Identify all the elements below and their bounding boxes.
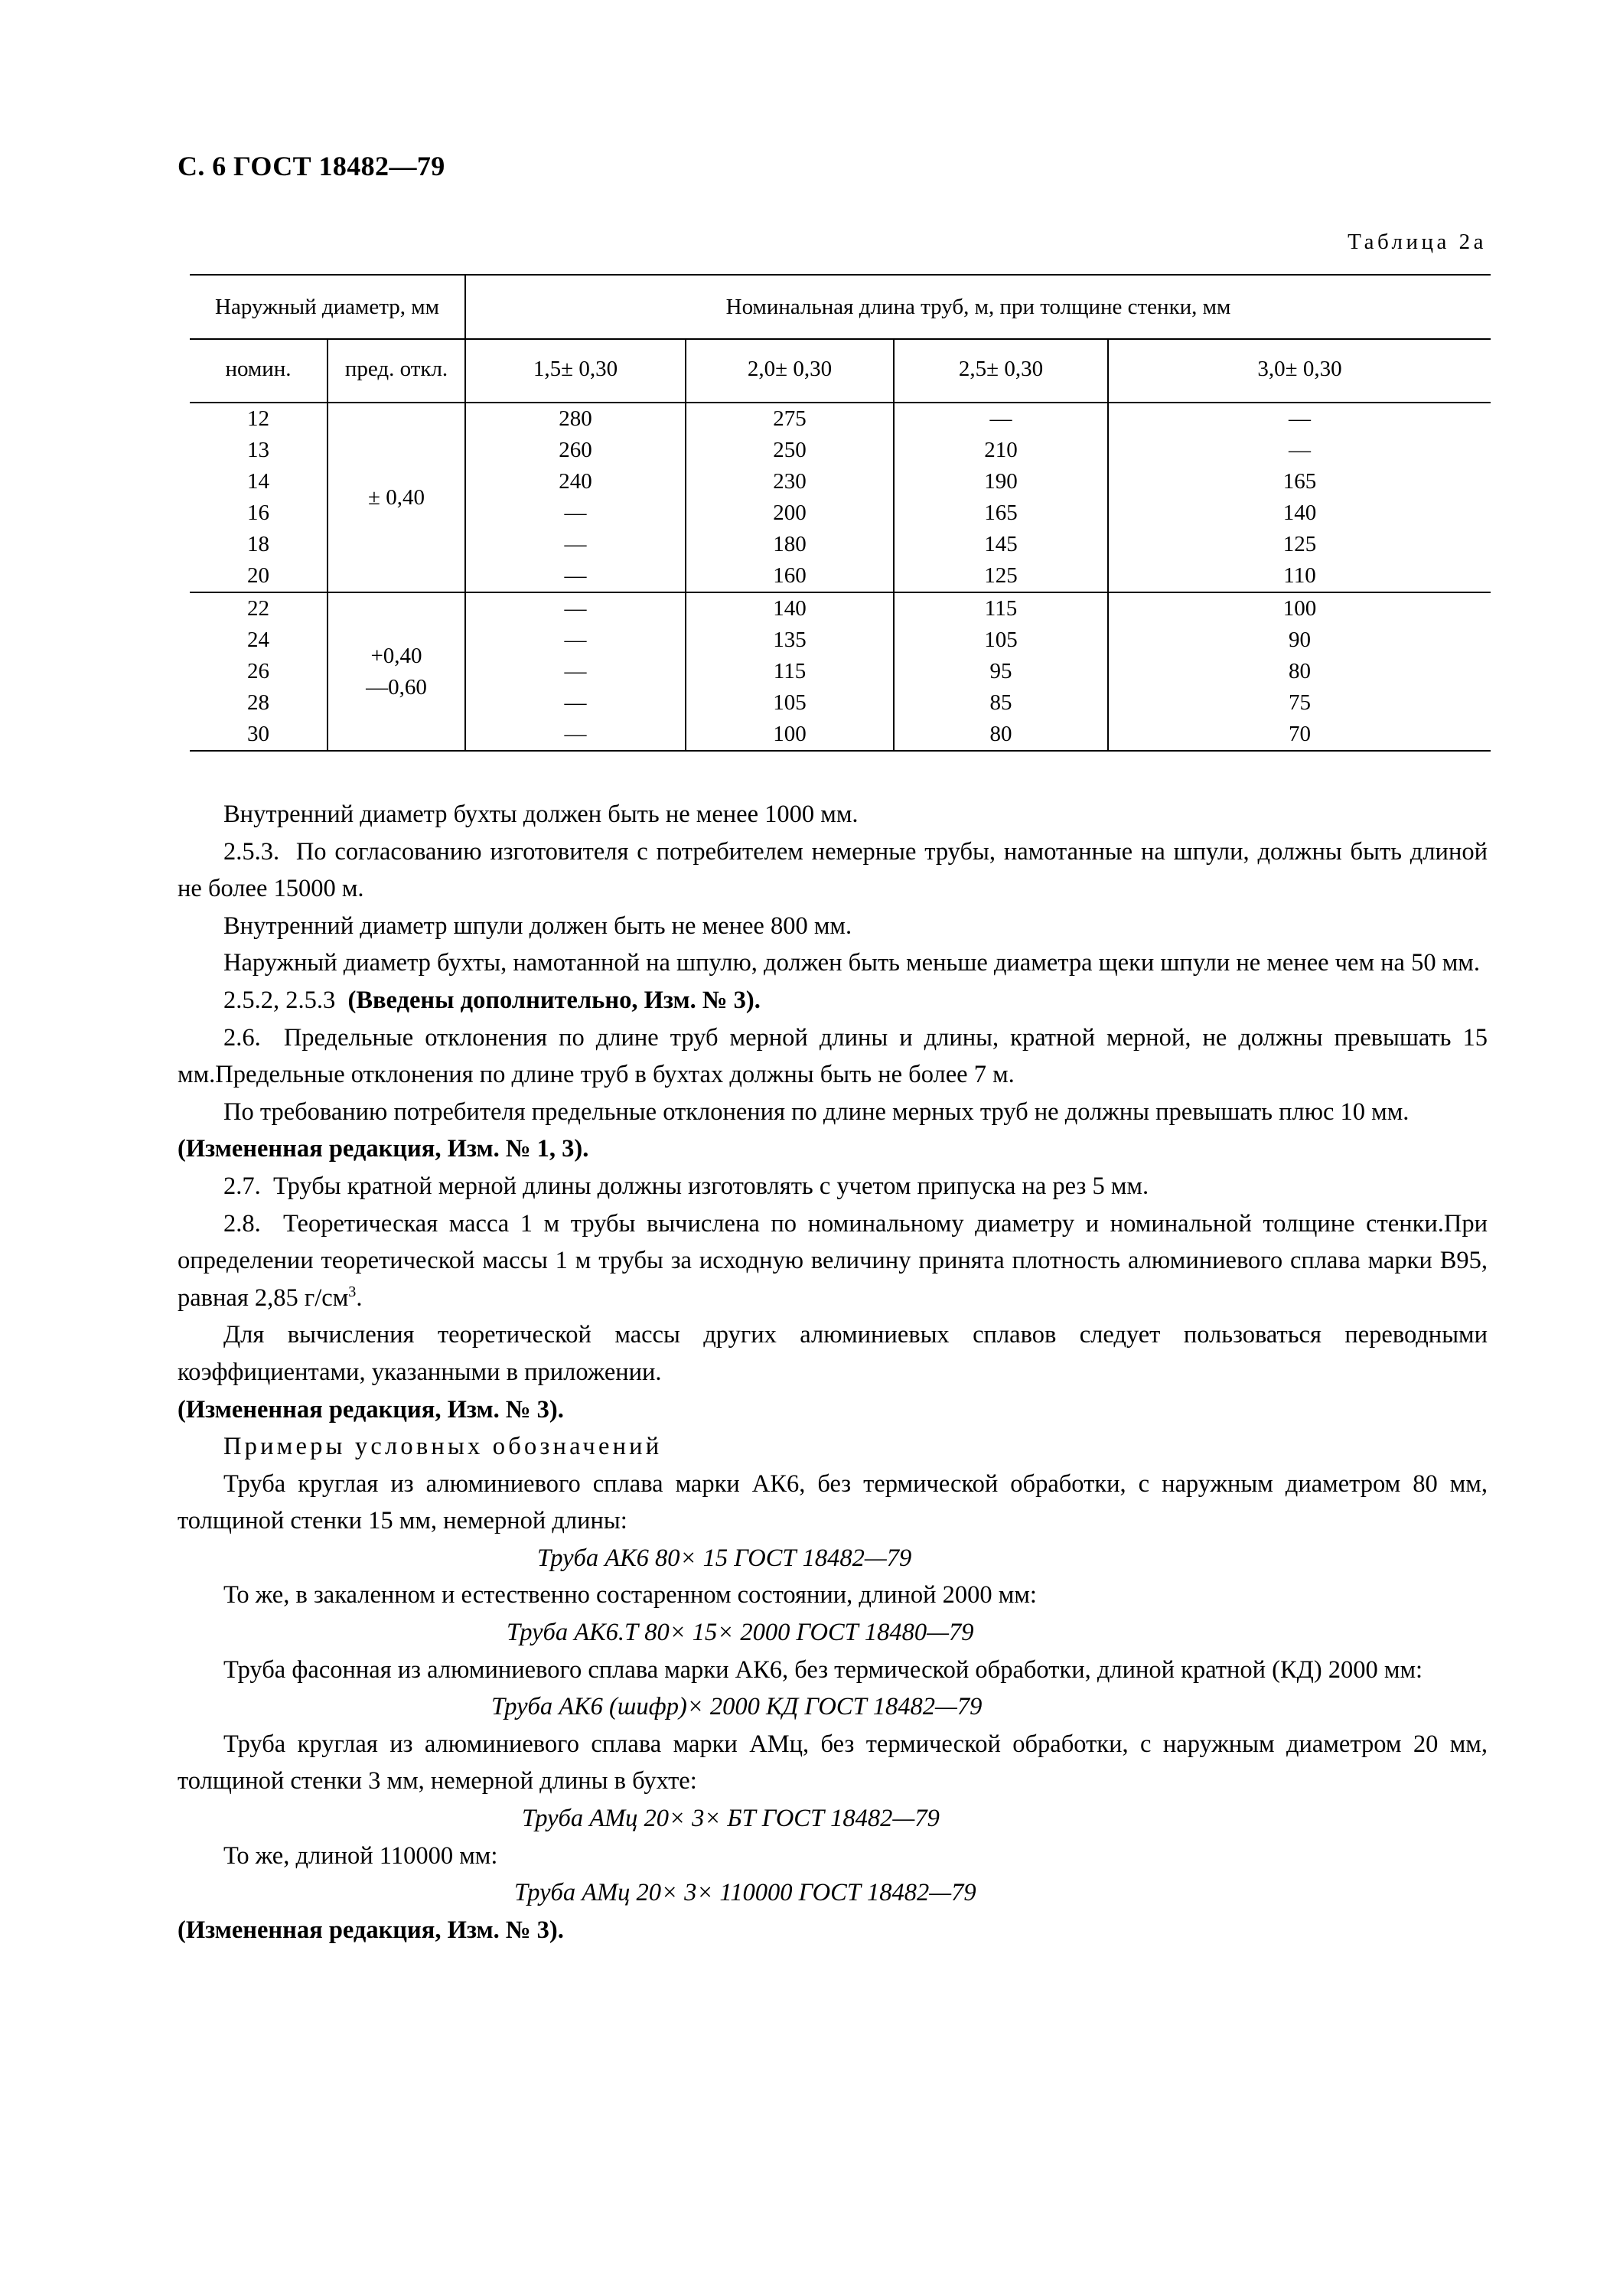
table-subheader-wall-2-0: 2,0± 0,30 bbox=[686, 339, 894, 398]
length-value: — bbox=[564, 628, 587, 652]
length-value: 75 bbox=[1289, 690, 1311, 715]
paragraph-text: То же, в закаленном и естественно состаренном состоянии, длиной 2000 мм: bbox=[223, 1581, 1037, 1609]
length-value: 115 bbox=[984, 596, 1018, 621]
length-value: 105 bbox=[984, 628, 1018, 652]
nominal-value: 12 bbox=[247, 406, 269, 431]
paragraph-example-4-description bbox=[178, 1726, 1488, 1800]
length-value: — bbox=[564, 690, 587, 715]
deviation-lower: —0,60 bbox=[366, 674, 427, 700]
length-value: 115 bbox=[773, 659, 807, 683]
length-value: 135 bbox=[773, 628, 807, 652]
amendment-note: (Измененная редакция, Изм. № 1, 3). bbox=[178, 1135, 589, 1163]
length-value: — bbox=[564, 563, 587, 588]
nominal-value: 18 bbox=[247, 532, 269, 556]
length-value: 90 bbox=[1289, 628, 1311, 652]
nominal-list-1 bbox=[190, 403, 327, 592]
amendment-note: (Измененная редакция, Изм. № 3). bbox=[178, 1916, 564, 1944]
table-2a-wrapper bbox=[190, 274, 1491, 752]
length-value: 145 bbox=[984, 532, 1018, 556]
paragraph-text: Внутренний диаметр шпули должен быть не менее 800 мм. bbox=[223, 912, 852, 940]
length-value: — bbox=[564, 596, 587, 621]
nominal-value: 22 bbox=[247, 596, 269, 621]
nominal-value: 20 bbox=[247, 563, 269, 588]
designation-example-5: Труба АМц 20× 3× 110000 ГОСТ 18482—79 bbox=[514, 1879, 976, 1907]
nominal-value: 30 bbox=[247, 722, 269, 746]
designation-example-3: Труба АК6 (шифр)× 2000 КД ГОСТ 18482—79 bbox=[491, 1693, 983, 1721]
cell-wall-1-5-block-2 bbox=[465, 592, 686, 751]
table-subheader-deviation: пред. откл. bbox=[328, 339, 465, 398]
length-value: 95 bbox=[989, 659, 1012, 683]
length-value: 80 bbox=[989, 722, 1012, 746]
length-value: 100 bbox=[1282, 596, 1317, 621]
nominal-value: 26 bbox=[247, 659, 269, 683]
clause-number: 2.5.3. bbox=[223, 837, 280, 866]
cell-wall-2-5-block-1 bbox=[894, 403, 1108, 592]
deviation-upper: +0,40 bbox=[370, 643, 422, 668]
length-value: 80 bbox=[1289, 659, 1311, 683]
paragraph-2-5-2-amendment bbox=[178, 982, 1488, 1019]
paragraph-example-5-description bbox=[178, 1838, 1488, 1875]
amendment-note: (Введены дополнительно, Изм. № 3). bbox=[347, 986, 761, 1014]
cell-wall-2-0-block-2 bbox=[686, 592, 894, 751]
length-value: — bbox=[1289, 438, 1311, 462]
length-value: 200 bbox=[773, 501, 807, 525]
paragraph-coil-inner-diameter bbox=[178, 796, 1488, 833]
paragraph-text: Труба круглая из алюминиевого сплава марки АК6, без термической обработки, с наружным диаметром 80 мм, толщиной стенки 15 мм, немерной длины: bbox=[178, 1469, 1488, 1535]
cell-deviation-block-2 bbox=[328, 592, 465, 751]
length-value: 70 bbox=[1289, 722, 1311, 746]
length-value: 85 bbox=[989, 690, 1012, 715]
table-subheader-wall-2-5: 2,5± 0,30 bbox=[894, 339, 1108, 398]
length-value: 140 bbox=[1282, 501, 1317, 525]
table-row bbox=[190, 403, 1491, 592]
paragraph-spool-outer-diameter bbox=[178, 944, 1488, 982]
designation-example-1: Труба АК6 80× 15 ГОСТ 18482—79 bbox=[537, 1544, 912, 1572]
paragraph-text: По согласованию изготовителя с потребителем немерные трубы, намотанные на шпули, должны быть длиной не более 15000 м. bbox=[178, 837, 1488, 903]
body-text bbox=[178, 796, 1488, 1949]
nominal-value: 14 bbox=[247, 469, 269, 494]
cell-wall-3-0-block-1 bbox=[1108, 403, 1491, 592]
paragraph-text: То же, длиной 110000 мм: bbox=[223, 1841, 498, 1870]
length-value: — bbox=[564, 501, 587, 525]
paragraph-text: Внутренний диаметр бухты должен быть не менее 1000 мм. bbox=[223, 801, 859, 828]
length-list-3-0 bbox=[1109, 403, 1491, 592]
paragraph-spool-inner-diameter bbox=[178, 908, 1488, 945]
deviation-value bbox=[328, 641, 464, 703]
length-list-2-0 bbox=[686, 403, 893, 592]
length-value: 250 bbox=[773, 438, 807, 462]
cell-wall-2-0-block-1 bbox=[686, 403, 894, 592]
length-value: 275 bbox=[773, 406, 807, 431]
paragraph-amendment-3-a bbox=[178, 1391, 1488, 1429]
length-value: 105 bbox=[773, 690, 807, 715]
nominal-value: 16 bbox=[247, 501, 269, 525]
table-2a bbox=[190, 274, 1491, 752]
length-value: 180 bbox=[773, 532, 807, 556]
table-header-group-outer-diameter: Наружный диаметр, мм bbox=[190, 275, 465, 339]
nominal-value: 13 bbox=[247, 438, 269, 462]
paragraph-period: . bbox=[356, 1283, 363, 1312]
designation-example-4: Труба АМц 20× 3× БТ ГОСТ 18482—79 bbox=[522, 1805, 940, 1833]
length-list-2-5 bbox=[895, 593, 1107, 750]
length-value: 140 bbox=[773, 596, 807, 621]
paragraph-2-5-3 bbox=[178, 833, 1488, 908]
length-value: — bbox=[989, 406, 1012, 431]
length-value: 165 bbox=[1282, 469, 1317, 494]
deviation-value: ± 0,40 bbox=[368, 484, 425, 510]
paragraph-text: Трубы кратной мерной длины должны изготовлять с учетом припуска на рез 5 мм. bbox=[273, 1172, 1149, 1200]
paragraph-2-8 bbox=[178, 1205, 1488, 1317]
cell-deviation-block-1 bbox=[328, 403, 465, 592]
paragraph-text: Теоретическая масса 1 м трубы вычислена по номинальному диаметру и номинальной толщине стенки.При определении теоретической массы 1 м трубы за исходную величину принята плотность алюминиевого сплава марки В95, равная 2,85 г/см bbox=[178, 1209, 1488, 1312]
table-subheader-nominal: номин. bbox=[190, 339, 328, 398]
superscript-cubic: 3 bbox=[348, 1283, 357, 1300]
paragraph-amendment-1-3 bbox=[178, 1130, 1488, 1168]
length-value: 260 bbox=[559, 438, 592, 462]
length-value: 165 bbox=[984, 501, 1018, 525]
length-value: 100 bbox=[773, 722, 807, 746]
paragraph-text: По требованию потребителя предельные отклонения по длине мерных труб не должны превышать плюс 10 мм. bbox=[223, 1097, 1410, 1126]
paragraph-text: Труба фасонная из алюминиевого сплава марки АК6, без термической обработки, длиной кратной (КД) 2000 мм: bbox=[223, 1655, 1423, 1684]
length-value: 125 bbox=[984, 563, 1018, 588]
amendment-note: (Измененная редакция, Изм. № 3). bbox=[178, 1395, 564, 1424]
length-value: 190 bbox=[984, 469, 1018, 494]
paragraph-conversion-factors bbox=[178, 1316, 1488, 1391]
running-head: С. 6 ГОСТ 18482—79 bbox=[178, 151, 445, 181]
heading-designation-examples bbox=[178, 1428, 1488, 1466]
length-value: — bbox=[564, 722, 587, 746]
clause-number: 2.6. bbox=[223, 1023, 261, 1052]
table-header-group-nominal-length: Номинальная длина труб, м, при толщине стенки, мм bbox=[465, 275, 1491, 339]
cell-wall-1-5-block-1 bbox=[465, 403, 686, 592]
clause-number: 2.5.2, 2.5.3 bbox=[223, 986, 336, 1014]
table-caption: Таблица 2а bbox=[1348, 230, 1487, 254]
paragraph-text: Наружный диаметр бухты, намотанной на шпулю, должен быть меньше диаметра щеки шпули не менее чем на 50 мм. bbox=[223, 949, 1480, 977]
nominal-list-2 bbox=[190, 593, 327, 750]
paragraph-amendment-3-b bbox=[178, 1912, 1488, 1949]
length-value: 125 bbox=[1282, 532, 1317, 556]
paragraph-2-7 bbox=[178, 1168, 1488, 1205]
paragraph-text: Для вычисления теоретической массы других алюминиевых сплавов следует пользоваться переводными коэффициентами, указанными в приложении. bbox=[178, 1321, 1488, 1386]
cell-nominal-block-2 bbox=[190, 592, 328, 751]
length-value: — bbox=[1289, 406, 1311, 431]
paragraph-example-2-description bbox=[178, 1577, 1488, 1614]
table-subheader-wall-1-5: 1,5± 0,30 bbox=[465, 339, 686, 398]
length-value: 160 bbox=[773, 563, 807, 588]
length-list-2-5 bbox=[895, 403, 1107, 592]
clause-number: 2.7. bbox=[223, 1172, 261, 1200]
cell-wall-2-5-block-2 bbox=[894, 592, 1108, 751]
nominal-value: 28 bbox=[247, 690, 269, 715]
length-list-1-5 bbox=[466, 403, 685, 592]
length-list-3-0 bbox=[1109, 593, 1491, 750]
cell-nominal-block-1 bbox=[190, 403, 328, 592]
paragraph-text: Предельные отклонения по длине труб мерной длины и длины, кратной мерной, не должны превышать 15 мм.Предельные отклонения по длине труб в бухтах должны быть не более 7 м. bbox=[178, 1023, 1488, 1089]
table-row bbox=[190, 592, 1491, 751]
clause-number: 2.8. bbox=[223, 1209, 261, 1238]
designation-example-2: Труба АК6.Т 80× 15× 2000 ГОСТ 18480—79 bbox=[507, 1619, 974, 1647]
length-value: 210 bbox=[984, 438, 1018, 462]
nominal-value: 24 bbox=[247, 628, 269, 652]
paragraph-example-3-description bbox=[178, 1652, 1488, 1689]
length-value: 240 bbox=[559, 469, 592, 494]
length-list-2-0 bbox=[686, 593, 893, 750]
length-value: 230 bbox=[773, 469, 807, 494]
paragraph-consumer-request bbox=[178, 1094, 1488, 1131]
length-value: — bbox=[564, 659, 587, 683]
paragraph-text: Труба круглая из алюминиевого сплава марки АМц, без термической обработки, с наружным диаметром 20 мм, толщиной стенки 3 мм, немерной длины в бухте: bbox=[178, 1730, 1488, 1795]
paragraph-2-6 bbox=[178, 1019, 1488, 1094]
length-value: 280 bbox=[559, 406, 592, 431]
cell-wall-3-0-block-2 bbox=[1108, 592, 1491, 751]
length-value: — bbox=[564, 532, 587, 556]
section-heading: Примеры условных обозначений bbox=[223, 1433, 663, 1461]
length-value: 110 bbox=[1283, 563, 1316, 588]
paragraph-example-1-description bbox=[178, 1466, 1488, 1540]
table-subheader-wall-3-0: 3,0± 0,30 bbox=[1257, 356, 1342, 381]
length-list-1-5 bbox=[466, 593, 685, 750]
